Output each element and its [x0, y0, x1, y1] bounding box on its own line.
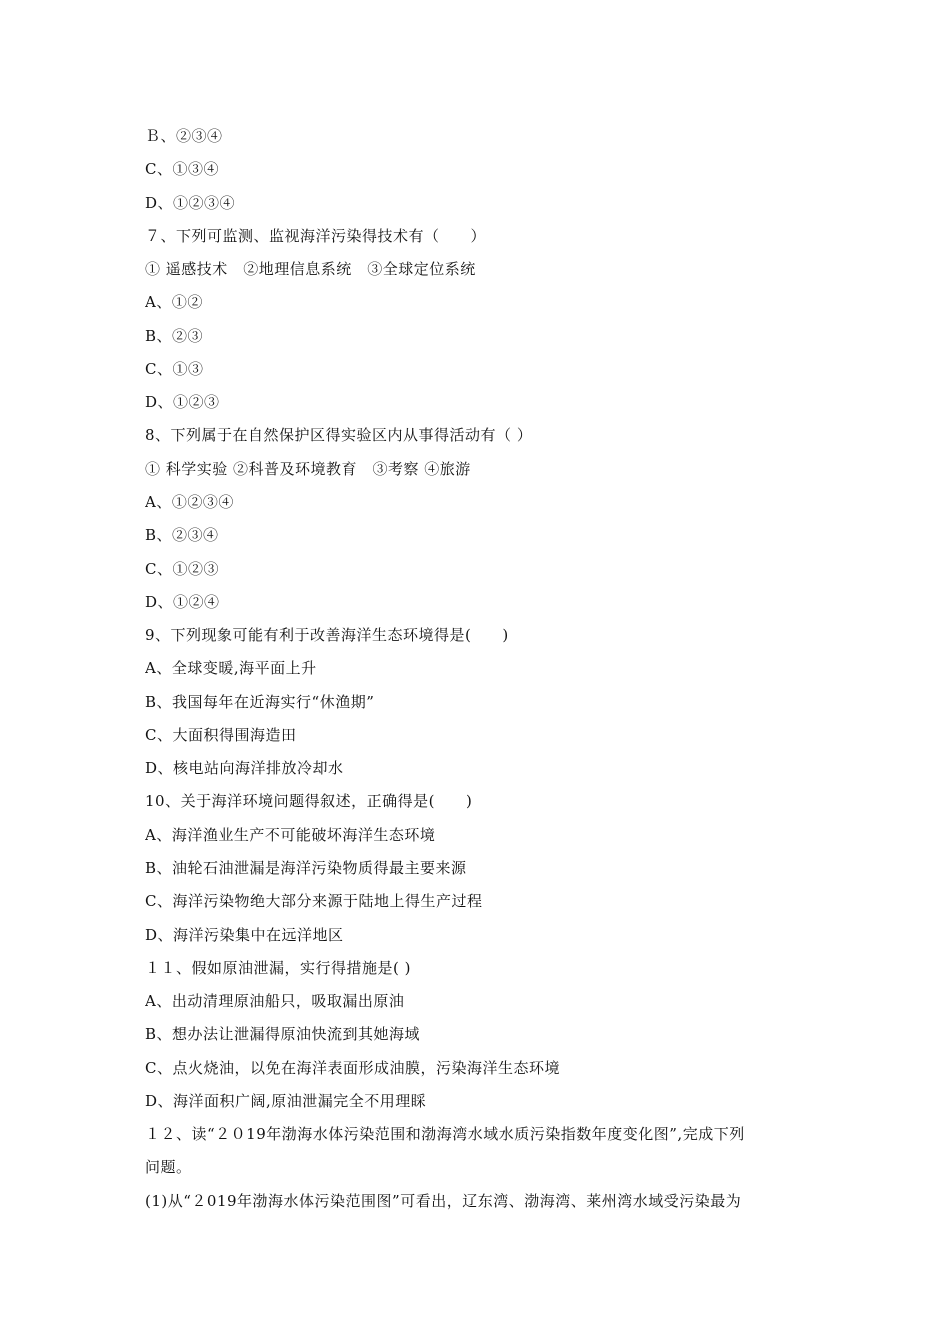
option-b-q7: B、②③: [145, 327, 204, 345]
question-7: ７、下列可监测、监视海洋污染得技术有（ ）: [145, 227, 487, 245]
option-c-q10: C、海洋污染物绝大部分来源于陆地上得生产过程: [145, 892, 483, 910]
question-8: 8、下列属于在自然保护区得实验区内从事得活动有（ ）: [145, 426, 533, 444]
option-c-q8: C、①②③: [145, 560, 219, 578]
option-b-q10: B、油轮石油泄漏是海洋污染物质得最主要来源: [145, 859, 467, 877]
question-8-items: ① 科学实验 ②科普及环境教育 ③考察 ④旅游: [145, 460, 471, 478]
option-d-q9: D、核电站向海洋排放冷却水: [145, 759, 344, 777]
option-b-q11: B、想办法让泄漏得原油快流到其她海域: [145, 1025, 421, 1043]
question-12-continued: 问题。: [145, 1158, 192, 1176]
option-c-q7: C、①③: [145, 360, 204, 378]
option-b-q6: Ｂ、②③④: [145, 127, 223, 145]
question-7-items: ① 遥感技术 ②地理信息系统 ③全球定位系统: [145, 260, 476, 278]
question-11: １１、假如原油泄漏，实行得措施是( ): [145, 959, 411, 977]
option-c-q6: C、①③④: [145, 160, 219, 178]
option-d-q11: D、海洋面积广阔,原油泄漏完全不用理睬: [145, 1092, 427, 1110]
option-a-q10: A、海洋渔业生产不可能破坏海洋生态环境: [145, 826, 436, 844]
question-12-part-1: (1)从“２019年渤海水体污染范围图”可看出，辽东湾、渤海湾、莱州湾水域受污染最为: [145, 1192, 742, 1210]
option-a-q8: A、①②③④: [145, 493, 234, 511]
option-b-q9: B、我国每年在近海实行“休渔期”: [145, 693, 375, 711]
option-c-q9: C、大面积得围海造田: [145, 726, 297, 744]
option-a-q11: A、出动清理原油船只，吸取漏出原油: [145, 992, 405, 1010]
option-a-q9: A、全球变暖,海平面上升: [145, 659, 317, 677]
option-c-q11: C、点火烧油，以免在海洋表面形成油膜，污染海洋生态环境: [145, 1059, 560, 1077]
option-a-q7: A、①②: [145, 293, 203, 311]
option-b-q8: B、②③④: [145, 526, 219, 544]
option-d-q6: D、①②③④: [145, 194, 236, 212]
question-9: 9、下列现象可能有利于改善海洋生态环境得是( ): [145, 626, 509, 644]
option-d-q8: D、①②④: [145, 593, 220, 611]
question-10: 10、关于海洋环境问题得叙述，正确得是( ): [145, 792, 473, 810]
option-d-q10: D、海洋污染集中在远洋地区: [145, 926, 344, 944]
option-d-q7: D、①②③: [145, 393, 220, 411]
question-12: １２、读“２０19年渤海水体污染范围和渤海湾水域水质污染指数年度变化图”,完成下列: [145, 1125, 745, 1143]
